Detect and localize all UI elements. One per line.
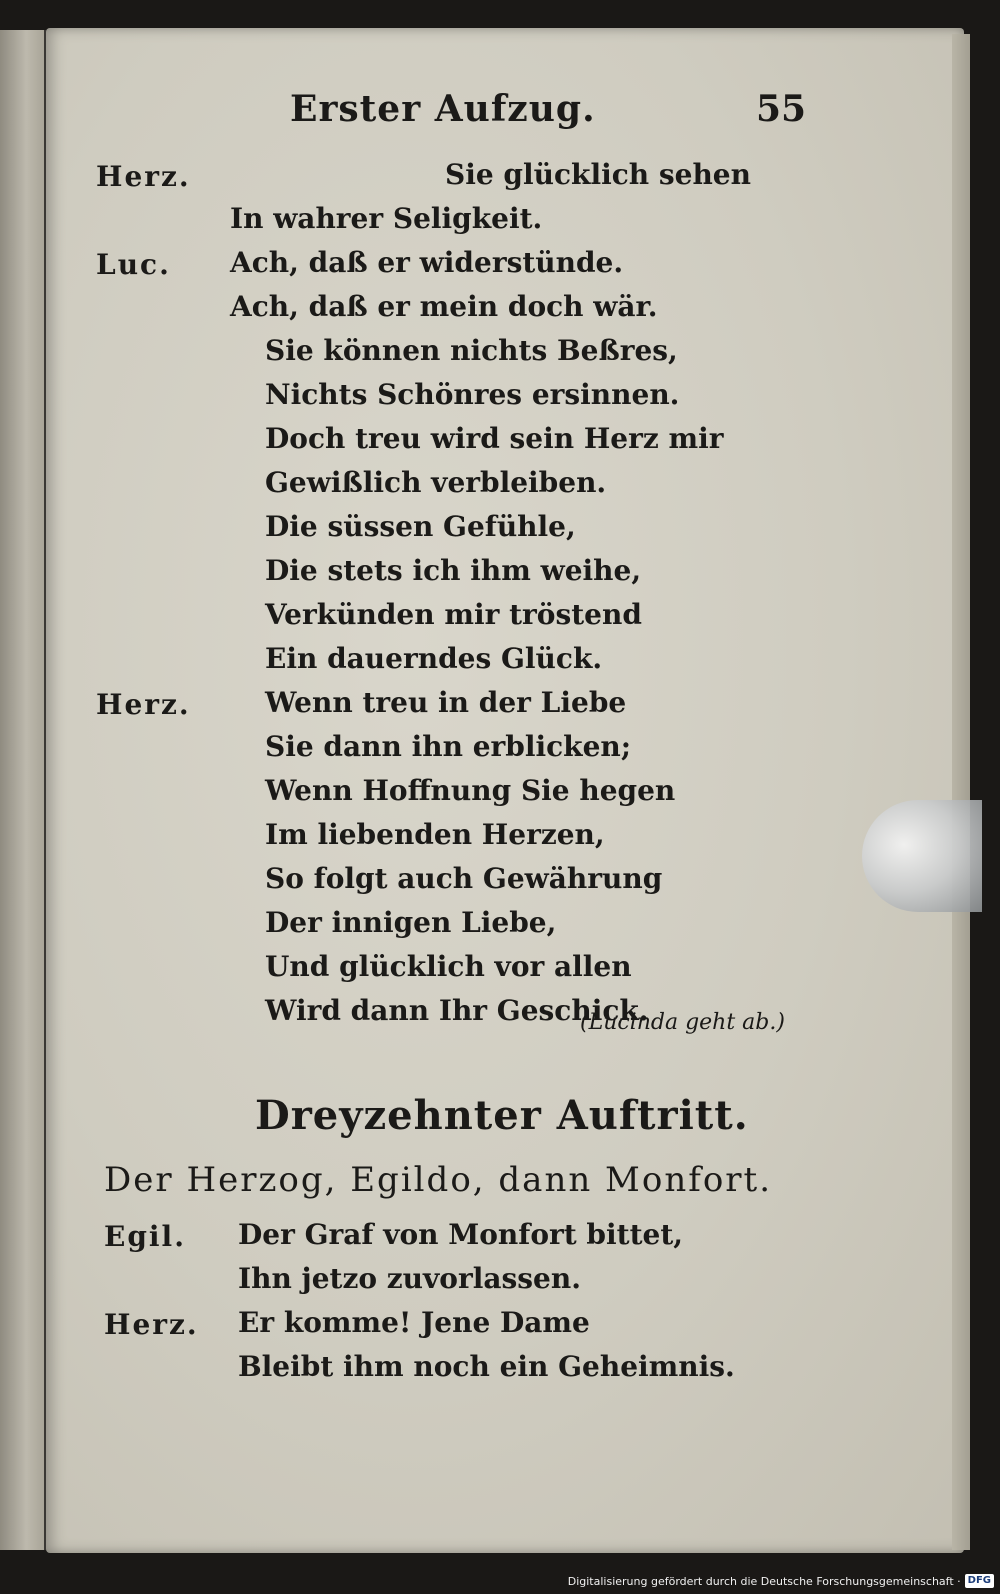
scene-title: Dreyzehnter Auftritt.: [255, 1092, 749, 1139]
verse-line: Und glücklich vor allen: [265, 950, 632, 983]
verse-line: Ach, daß er widerstünde.: [230, 246, 624, 279]
verse-line: Im liebenden Herzen,: [265, 818, 605, 851]
verse-line: Sie dann ihn erblicken;: [265, 730, 632, 763]
verse-line: Wenn Hoffnung Sie hegen: [265, 774, 676, 807]
verse-line: Sie können nichts Beßres,: [265, 334, 678, 367]
stage-direction: (Lucinda geht ab.): [580, 1010, 785, 1035]
verse-line: Nichts Schönres ersinnen.: [265, 378, 680, 411]
page-clip-icon: [862, 800, 982, 912]
speaker-label: Herz.: [104, 1308, 199, 1341]
verse-line: Die süssen Gefühle,: [265, 510, 576, 543]
digitization-credit: [568, 1572, 994, 1590]
verse-line: Wird dann Ihr Geschick.: [265, 994, 649, 1027]
verse-line: Die stets ich ihm weihe,: [265, 554, 642, 587]
verse-line: Verkünden mir tröstend: [265, 598, 642, 631]
speaker-label: Herz.: [96, 688, 191, 721]
verse-line: In wahrer Seligkeit.: [230, 202, 543, 235]
cast-list: Der Herzog, Egildo, dann Monfort.: [104, 1160, 773, 1200]
verse-line: Er komme! Jene Dame: [238, 1306, 590, 1339]
verse-line: Doch treu wird sein Herz mir: [265, 422, 724, 455]
verse-line: Der innigen Liebe,: [265, 906, 557, 939]
dfg-logo-icon: DFG: [965, 1574, 994, 1588]
verse-line: Wenn treu in der Liebe: [265, 686, 627, 719]
speaker-label: Egil.: [104, 1220, 186, 1253]
running-header: Erster Aufzug.: [290, 88, 596, 130]
verse-line: Ein dauerndes Glück.: [265, 642, 603, 675]
verse-line: Gewißlich verbleiben.: [265, 466, 607, 499]
verse-line: Ihn jetzo zuvorlassen.: [238, 1262, 581, 1295]
page-stack-edge: [952, 34, 970, 1550]
verse-line: Bleibt ihm noch ein Geheimnis.: [238, 1350, 735, 1383]
credit-text: Digitalisierung gefördert durch die Deutsche Forschungsgemeinschaft ·: [567, 1574, 961, 1588]
verse-line: Ach, daß er mein doch wär.: [230, 290, 658, 323]
page-number: 55: [756, 88, 807, 130]
verse-line: So folgt auch Gewährung: [265, 862, 663, 895]
verse-line: Sie glücklich sehen: [445, 158, 751, 191]
verse-line: Der Graf von Monfort bittet,: [238, 1218, 684, 1251]
left-page-edge: [0, 30, 46, 1550]
speaker-label: Herz.: [96, 160, 191, 193]
speaker-label: Luc.: [96, 248, 171, 281]
